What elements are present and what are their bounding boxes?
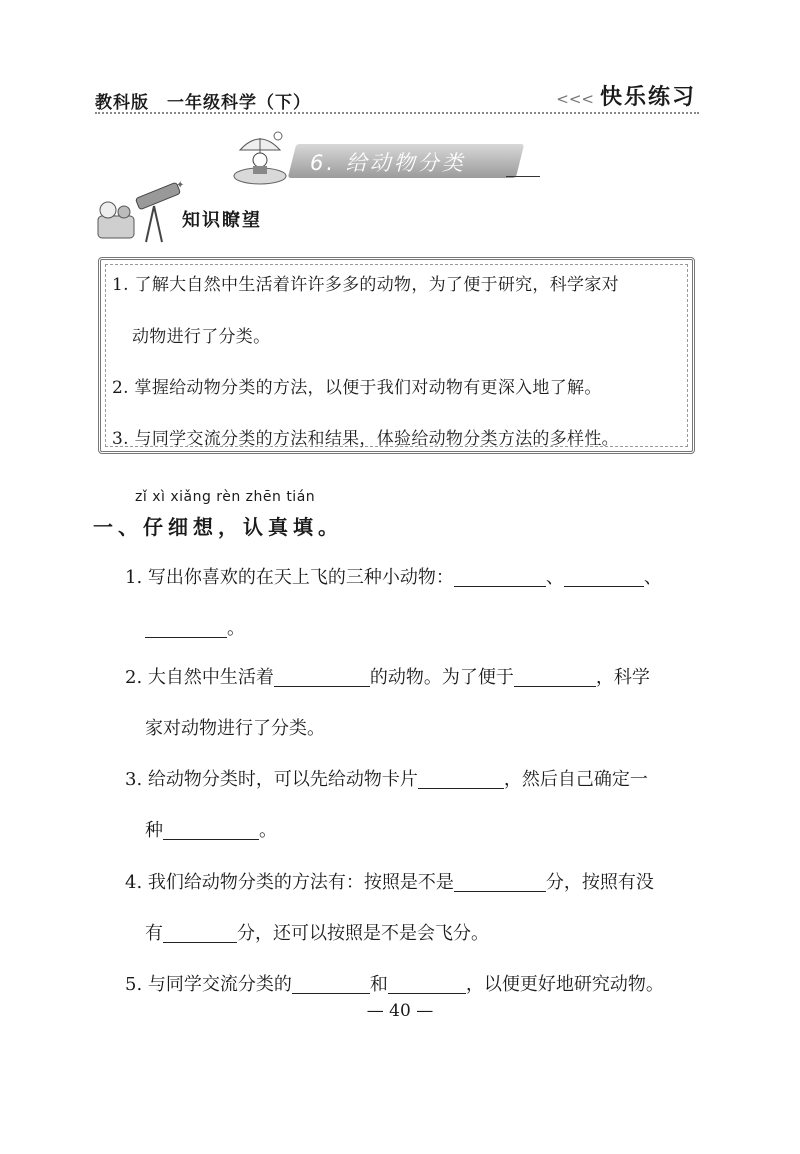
mascot-icon — [230, 128, 290, 188]
lesson-title: 6. 给动物分类 — [310, 151, 466, 175]
question-2-continued: 家对动物进行了分类。 — [145, 718, 325, 739]
lesson-title-underline — [506, 176, 540, 177]
question-text: 分，按照有没 — [545, 872, 654, 893]
answer-blank[interactable] — [292, 973, 370, 994]
question-text: 种 — [145, 820, 163, 841]
question-5 — [125, 970, 664, 996]
answer-blank[interactable] — [514, 666, 596, 687]
edition-label: 教科版 — [95, 93, 149, 113]
header-brand — [556, 80, 696, 111]
question-4-continued — [145, 919, 489, 945]
question-text: 。 — [259, 820, 277, 841]
answer-blank[interactable] — [454, 871, 546, 892]
question-text: 4. 我们给动物分类的方法有：按照是不是 — [125, 872, 454, 893]
lesson-banner — [230, 128, 550, 188]
chevron-left-icon: <<< — [556, 90, 594, 108]
question-text: 有 — [145, 923, 163, 944]
knowledge-item: 2. 掌握给动物分类的方法，以便于我们对动物有更深入地了解。 — [112, 378, 602, 398]
question-1 — [125, 563, 662, 589]
question-text: ，以便更好地研究动物。 — [465, 974, 664, 995]
question-text: 的动物。为了便于 — [369, 667, 514, 688]
answer-blank[interactable] — [274, 666, 370, 687]
question-text: 和 — [369, 974, 388, 995]
question-1-continued — [145, 614, 245, 640]
question-text: 1. 写出你喜欢的在天上飞的三种小动物： — [125, 567, 454, 588]
question-3-continued — [145, 816, 277, 842]
question-text: 。 — [227, 618, 245, 639]
question-text: 5. 与同学交流分类的 — [125, 974, 292, 995]
page-number: — 40 — — [366, 1001, 434, 1021]
answer-blank[interactable] — [454, 566, 546, 587]
question-4 — [125, 868, 654, 894]
answer-blank[interactable] — [418, 768, 504, 789]
knowledge-item: 3. 与同学交流分类的方法和结果，体验给动物分类方法的多样性。 — [112, 429, 619, 449]
knowledge-title: 知识瞭望 — [182, 210, 262, 231]
answer-blank[interactable] — [145, 617, 227, 638]
question-text: 、 — [643, 567, 662, 588]
knowledge-item: 1. 了解大自然中生活着许许多多的动物，为了便于研究，科学家对 — [112, 275, 619, 295]
answer-blank[interactable] — [388, 973, 466, 994]
question-3 — [125, 765, 648, 791]
course-label: 一年级科学（下） — [167, 93, 311, 113]
section-title: 一、仔细想，认真填。 — [93, 515, 343, 539]
question-2 — [125, 663, 650, 689]
question-text: 、 — [545, 567, 564, 588]
question-text: ，然后自己确定一 — [503, 769, 648, 790]
answer-blank[interactable] — [163, 819, 259, 840]
knowledge-item: 动物进行了分类。 — [132, 327, 271, 347]
question-text: 2. 大自然中生活着 — [125, 667, 274, 688]
question-text: ，科学 — [595, 667, 650, 688]
section-pinyin: zǐ xì xiǎng rèn zhēn tián — [135, 489, 316, 505]
answer-blank[interactable] — [564, 566, 644, 587]
question-text: 分，还可以按照是不是会飞分。 — [237, 923, 489, 944]
answer-blank[interactable] — [163, 922, 237, 943]
question-text: 3. 给动物分类时，可以先给动物卡片 — [125, 769, 418, 790]
brand-label: 快乐练习 — [599, 85, 696, 110]
header-textbook-info — [95, 88, 311, 113]
header-divider — [95, 112, 699, 114]
telescope-icon — [96, 180, 188, 244]
svg-text:✦: ✦ — [176, 180, 185, 191]
knowledge-heading — [96, 180, 286, 244]
